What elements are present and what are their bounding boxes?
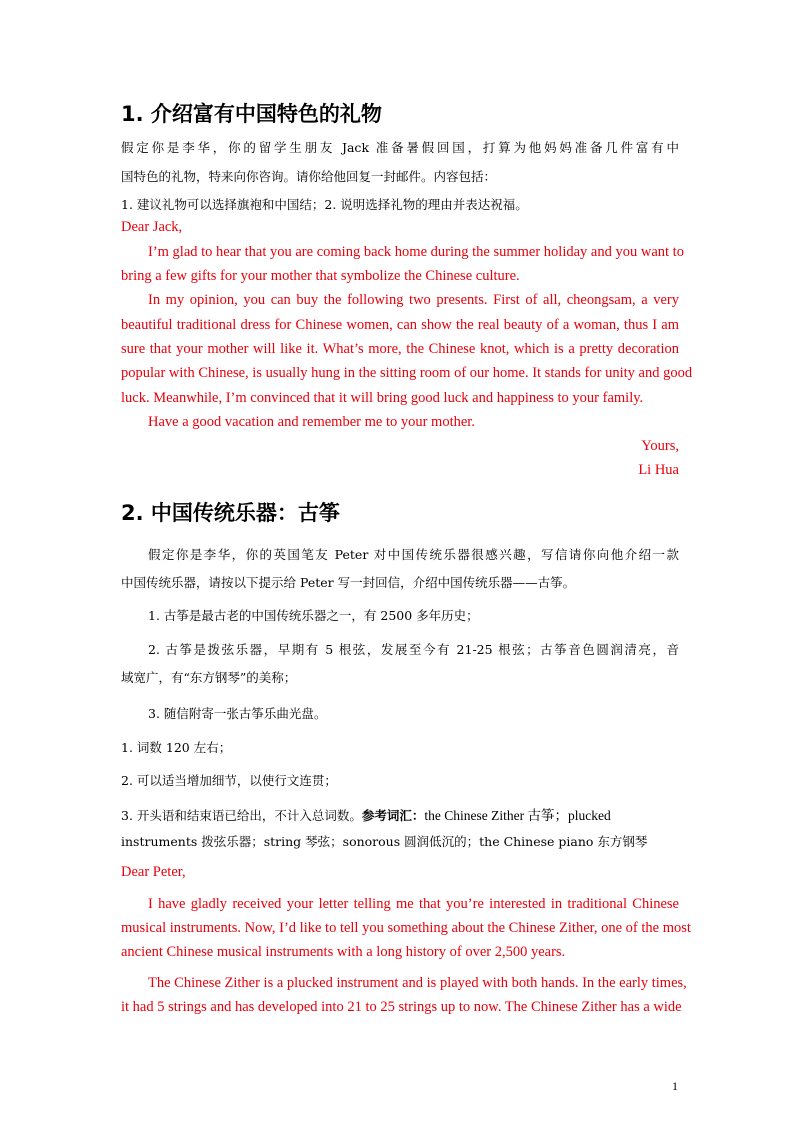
section-1-essay-line: popular with Chinese, is usually hung in the sitting room of our home. It stands for unity and good bbox=[121, 365, 693, 381]
section-2-requirement-3 bbox=[121, 804, 679, 824]
section-2-hint: 域宽广，有“东方钢琴”的美称； bbox=[121, 670, 297, 685]
section-1-essay-line: sure that your mother will like it. What’s more, the Chinese knot, which is a pretty decoration bbox=[121, 341, 679, 357]
section-2-essay-line: The Chinese Zither is a plucked instrument and is played with both hands. In the early times, bbox=[148, 975, 687, 991]
section-2-essay-line: musical instruments. Now, I’d like to tell you something about the Chinese Zither, one of the most bbox=[121, 920, 691, 936]
section-1-salutation: Dear Jack, bbox=[121, 219, 183, 235]
section-1-essay-line: bring a few gifts for your mother that symbolize the Chinese culture. bbox=[121, 268, 520, 284]
section-1-title: 1. 介绍富有中国特色的礼物 bbox=[121, 102, 382, 126]
section-1-closing: Yours, bbox=[641, 438, 679, 454]
vocab-line-1: the Chinese Zither 古筝；plucked bbox=[424, 808, 611, 823]
section-2-essay-line: ancient Chinese musical instruments with a long history of over 2,500 years. bbox=[121, 944, 566, 960]
section-1-essay-line: luck. Meanwhile, I’m convinced that it will bring good luck and happiness to your family. bbox=[121, 390, 644, 406]
section-2-hint: 2. 古筝是拨弦乐器，早期有 5 根弦，发展至今有 21-25 根弦；古筝音色圆润清亮，音 bbox=[148, 642, 679, 657]
section-1-essay-line: Have a good vacation and remember me to your mother. bbox=[148, 414, 475, 430]
section-1-essay-line: In my opinion, you can buy the following two presents. First of all, cheongsam, a very bbox=[148, 292, 679, 308]
page-number: 1 bbox=[672, 1079, 678, 1093]
section-2-essay-line: it had 5 strings and has developed into 21 to 25 strings up to now. The Chinese Zither has a wide bbox=[121, 999, 682, 1015]
section-1-essay-line: I’m glad to hear that you are coming back home during the summer holiday and you want to bbox=[148, 244, 684, 260]
section-2-prompt-line: 中国传统乐器，请按以下提示给 Peter 写一封回信，介绍中国传统乐器——古筝。 bbox=[121, 575, 576, 590]
vocab-label: 参考词汇： bbox=[361, 808, 425, 823]
vocab-line-2: instruments 拨弦乐器；string 琴弦；sonorous 圆润低沉的；the Chinese piano 东方钢琴 bbox=[121, 834, 648, 849]
section-1-signature: Li Hua bbox=[638, 462, 679, 478]
section-2-salutation: Dear Peter, bbox=[121, 864, 186, 880]
requirement-3-text: 3. 开头语和结束语已给出，不计入总词数。 bbox=[121, 808, 362, 823]
section-1-prompt-line: 国特色的礼物，特来向你咨询。请你给他回复一封邮件。内容包括： bbox=[121, 169, 497, 184]
section-2-essay-line: I have gladly received your letter telling me that you’re interested in traditional Chinese bbox=[148, 896, 679, 912]
section-1-prompt-line: 假定你是李华，你的留学生朋友 Jack 准备暑假回国，打算为他妈妈准备几件富有中 bbox=[121, 140, 679, 155]
section-2-prompt-line: 假定你是李华，你的英国笔友 Peter 对中国传统乐器很感兴趣，写信请你向他介绍一款 bbox=[148, 547, 679, 562]
section-2-requirement: 1. 词数 120 左右； bbox=[121, 740, 232, 755]
section-1-essay-line: beautiful traditional dress for Chinese women, can show the real beauty of a woman, thus I am bbox=[121, 317, 679, 333]
section-1-prompt-line: 1. 建议礼物可以选择旗袍和中国结；2. 说明选择礼物的理由并表达祝福。 bbox=[121, 197, 528, 212]
section-2-hint: 3. 随信附寄一张古筝乐曲光盘。 bbox=[148, 706, 327, 721]
section-2-title: 2. 中国传统乐器：古筝 bbox=[121, 501, 340, 525]
section-2-hint: 1. 古筝是最古老的中国传统乐器之一，有 2500 多年历史； bbox=[148, 608, 479, 623]
section-2-requirement: 2. 可以适当增加细节，以使行文连贯； bbox=[121, 773, 337, 788]
